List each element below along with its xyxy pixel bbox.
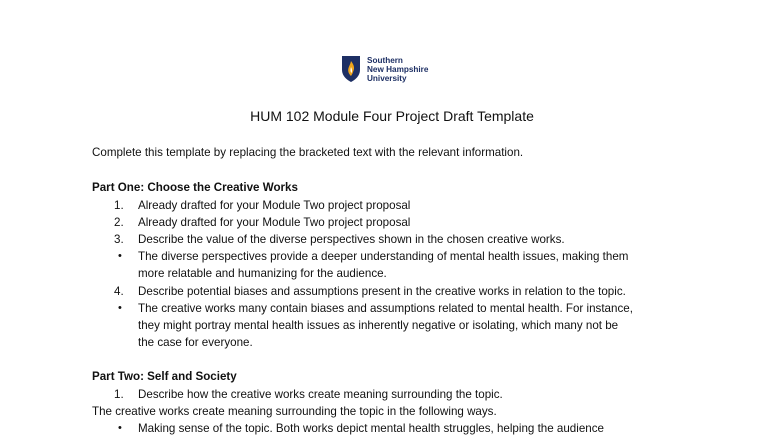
- list-item: Describe how the creative works create meaning surrounding the topic.: [138, 388, 503, 401]
- intro-text: Complete this template by replacing the bracketed text with the relevant information.: [92, 146, 524, 159]
- list-item-continuation: more relatable and humanizing for the audience.: [138, 267, 387, 280]
- part-two-heading: Part Two: Self and Society: [92, 370, 237, 383]
- bullet-marker: •: [118, 422, 122, 434]
- logo-line-1: Southern: [367, 55, 403, 65]
- list-item: The diverse perspectives provide a deeper understanding of mental health issues, making them: [138, 250, 629, 263]
- shield-flame-icon: [341, 55, 361, 83]
- university-logo: [341, 55, 428, 83]
- bullet-marker: •: [118, 302, 122, 314]
- list-marker: 4.: [114, 285, 124, 298]
- bullet-marker: •: [118, 250, 122, 262]
- list-marker: 1.: [114, 199, 124, 212]
- list-item: The creative works many contain biases and assumptions related to mental health. For instance,: [138, 302, 633, 315]
- list-marker: 2.: [114, 216, 124, 229]
- part-one-heading: Part One: Choose the Creative Works: [92, 181, 298, 194]
- list-marker: 1.: [114, 388, 124, 401]
- list-marker: 3.: [114, 233, 124, 246]
- list-item: Already drafted for your Module Two project proposal: [138, 199, 411, 212]
- list-item-continuation: they might portray mental health issues as inherently negative or isolating, which many not be: [138, 319, 619, 332]
- logo-line-3: University: [367, 73, 407, 83]
- list-item: Describe potential biases and assumptions present in the creative works in relation to the topic.: [138, 285, 626, 298]
- list-item: Describe the value of the diverse perspectives shown in the chosen creative works.: [138, 233, 565, 246]
- document-title: HUM 102 Module Four Project Draft Template: [250, 108, 534, 124]
- list-item: Making sense of the topic. Both works depict mental health struggles, helping the audience: [138, 422, 604, 435]
- logo-wordmark: [367, 56, 428, 83]
- list-item: Already drafted for your Module Two project proposal: [138, 216, 411, 229]
- list-item-continuation: the case for everyone.: [138, 336, 253, 349]
- paragraph-text: The creative works create meaning surrounding the topic in the following ways.: [92, 405, 497, 418]
- logo-line-2: New Hampshire: [367, 64, 429, 74]
